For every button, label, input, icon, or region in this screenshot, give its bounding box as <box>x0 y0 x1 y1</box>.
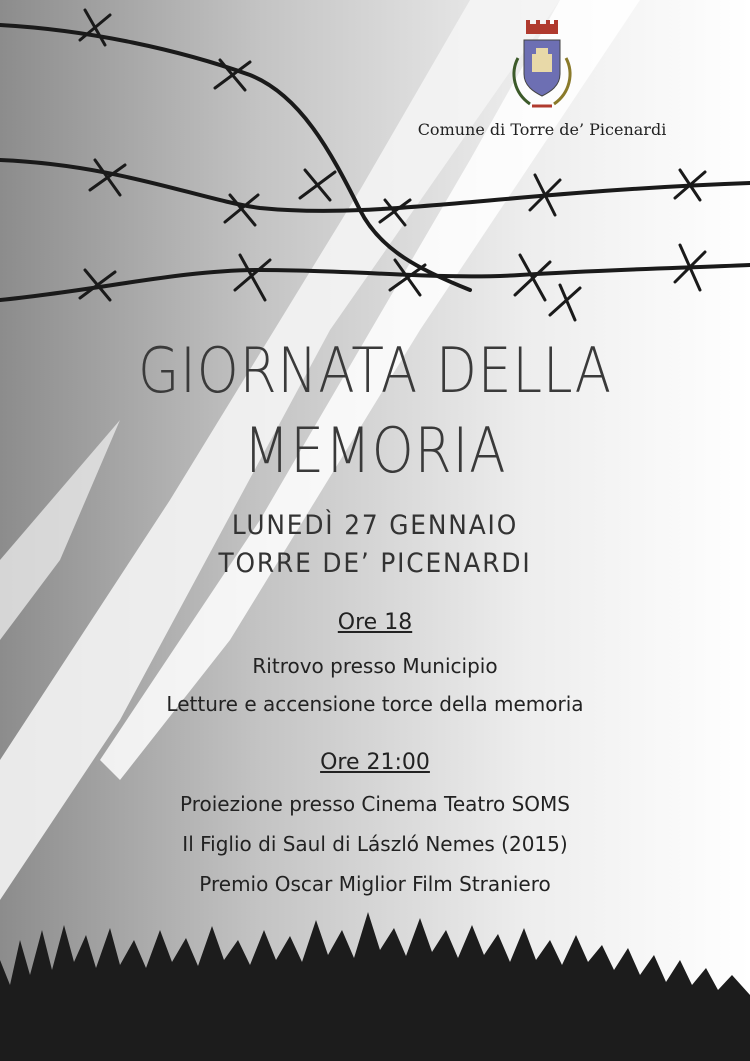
event-place: TORRE DE’ PICENARDI <box>218 548 532 579</box>
municipal-coat-of-arms-icon <box>496 18 588 118</box>
event1-line: Ritrovo presso Municipio <box>252 654 498 678</box>
comune-label: Comune di Torre de’ Picenardi <box>417 120 667 139</box>
event1-line: Letture e accensione torce della memoria <box>166 692 584 716</box>
event2-time: Ore 21:00 <box>320 750 430 775</box>
event-date: LUNEDÌ 27 GENNAIO <box>231 510 519 541</box>
event1-time: Ore 18 <box>337 610 413 635</box>
event-title-line2: MEMORIA <box>243 414 507 487</box>
event2-line: Premio Oscar Miglior Film Straniero <box>199 872 551 896</box>
event2-line: Proiezione presso Cinema Teatro SOMS <box>179 792 571 816</box>
event2-line: Il Figlio di Saul di László Nemes (2015) <box>182 832 568 856</box>
event-title-line1: GIORNATA DELLA <box>137 334 613 407</box>
